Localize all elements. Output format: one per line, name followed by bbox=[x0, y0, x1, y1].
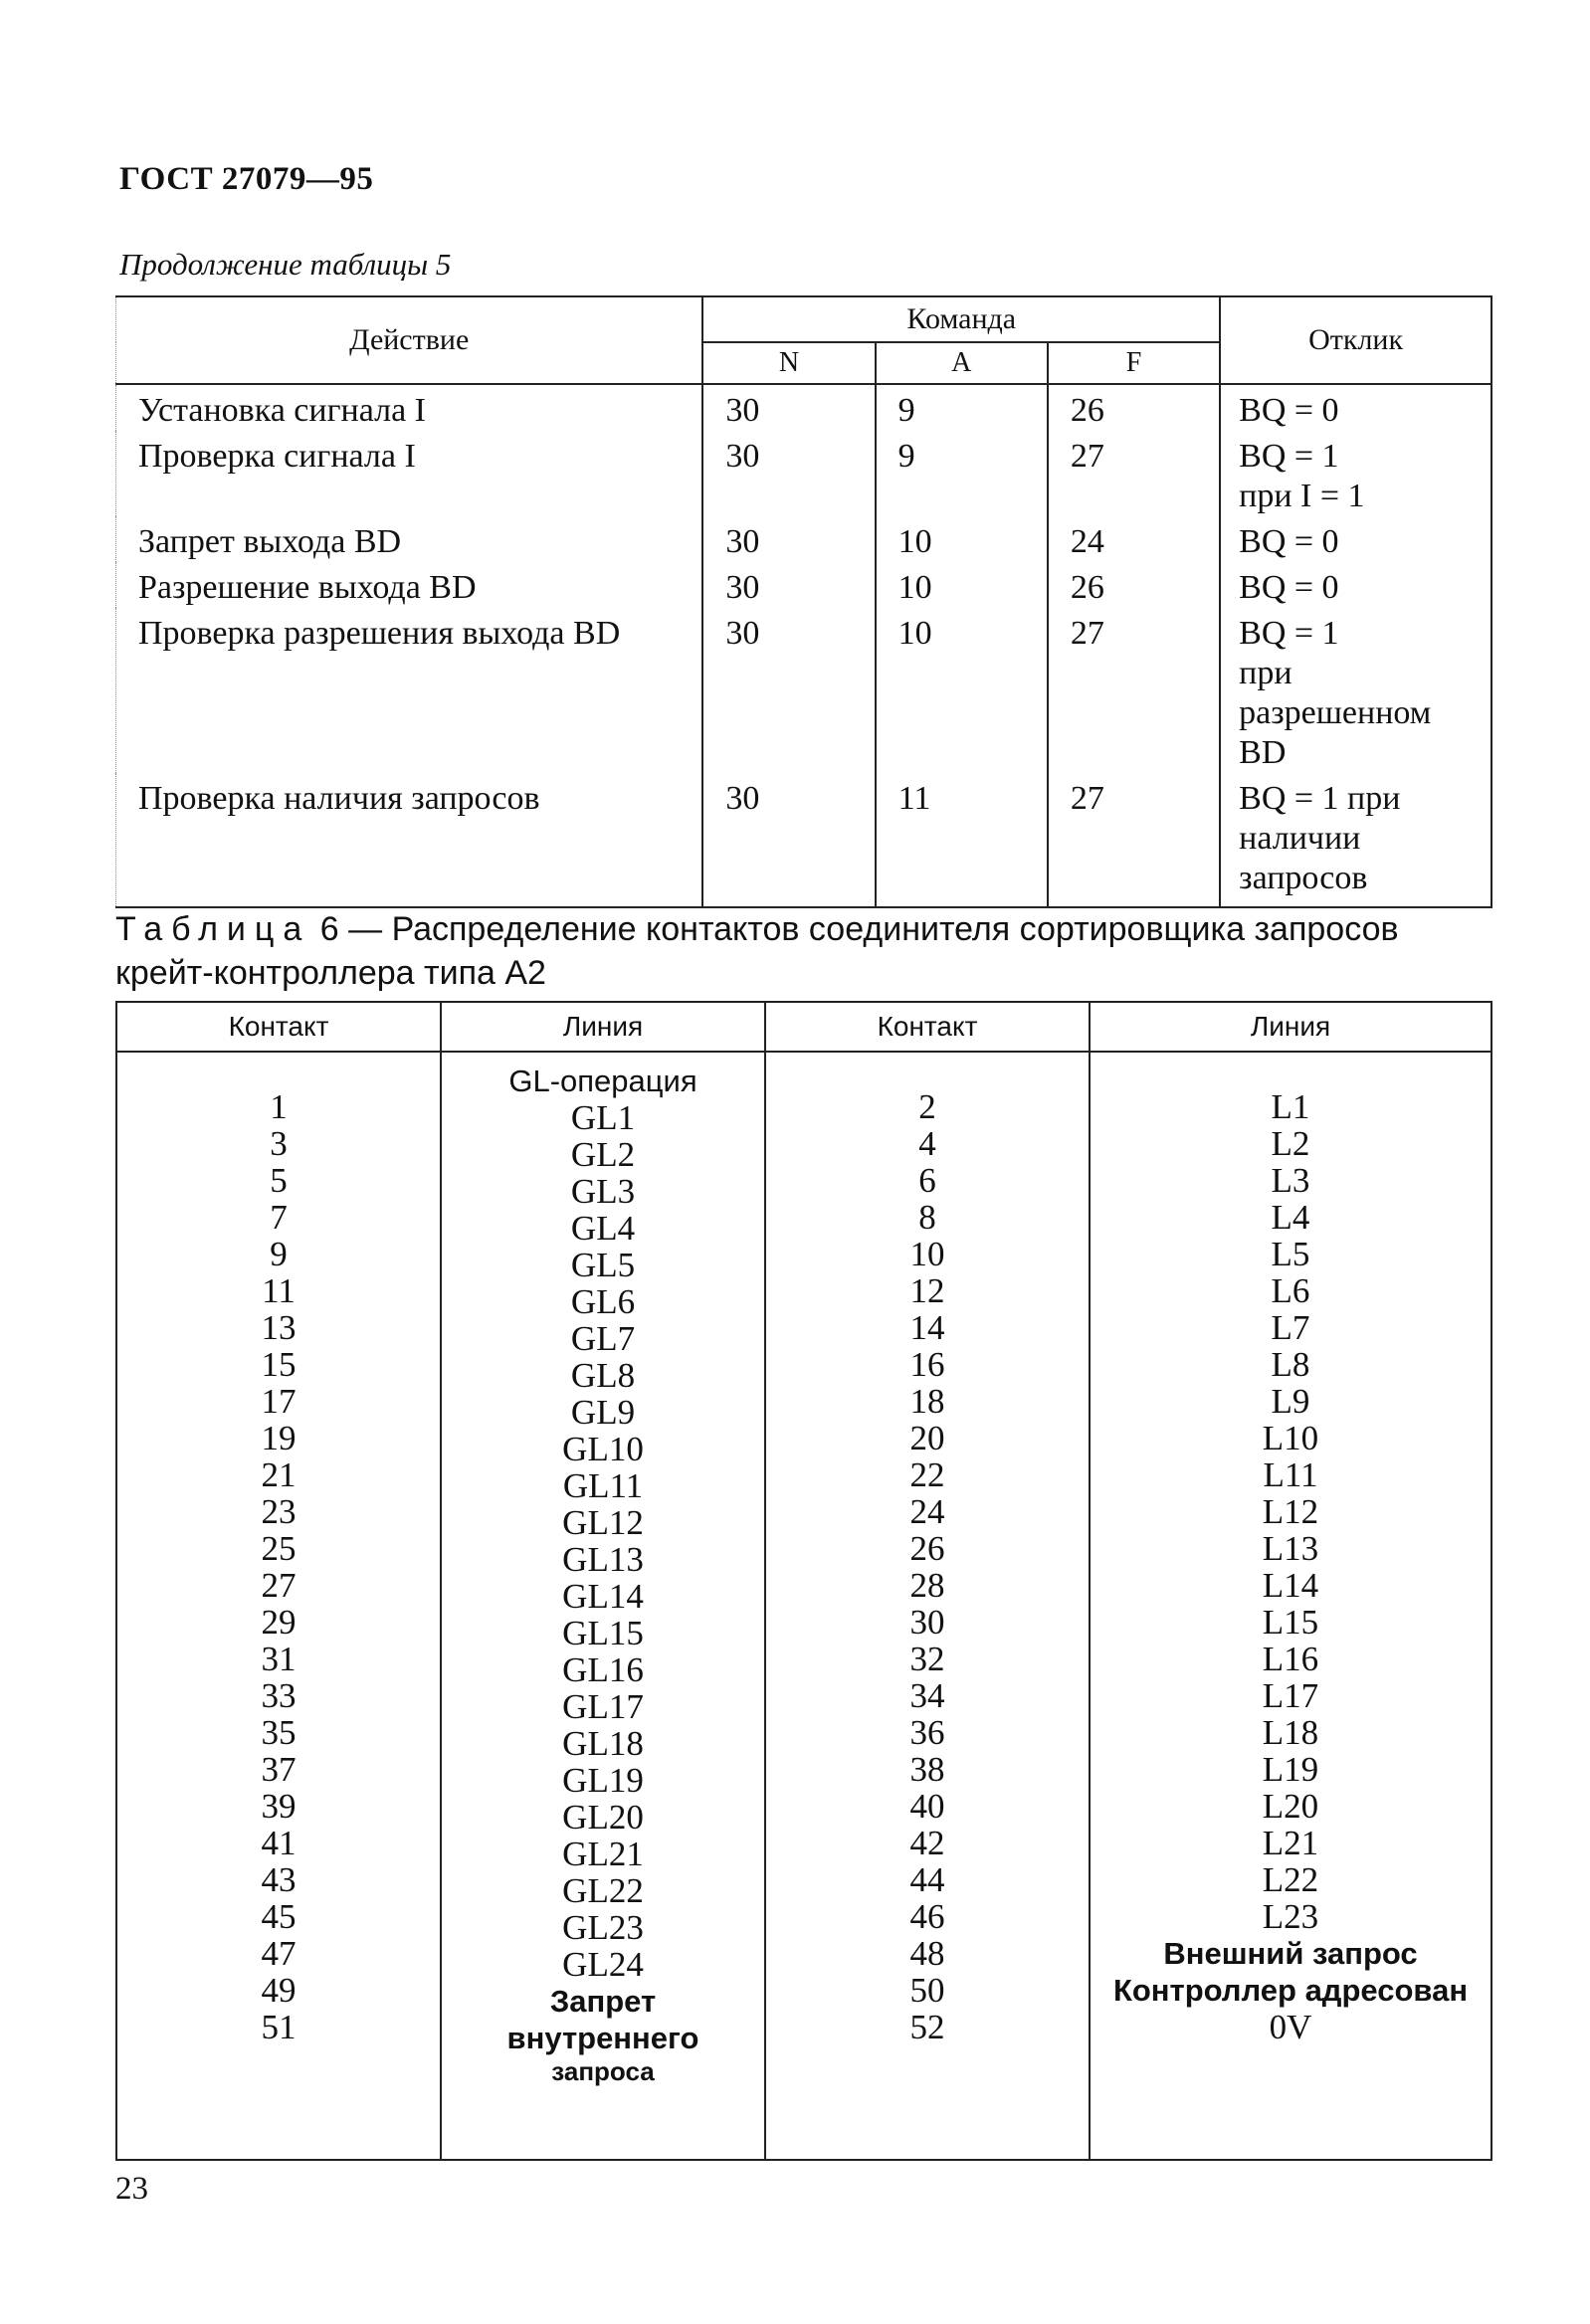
list-item: GL14 bbox=[562, 1577, 644, 1616]
list-item: 25 bbox=[261, 1529, 297, 1568]
table5-cell-n: 30 bbox=[702, 562, 875, 608]
list-item: L7 bbox=[1271, 1308, 1310, 1347]
list-item: внутреннего bbox=[506, 2021, 699, 2055]
table5-cell-response: BQ = 1 при разрешенном BD bbox=[1220, 608, 1491, 773]
list-item: 18 bbox=[909, 1382, 945, 1421]
list-item: 33 bbox=[261, 1676, 297, 1715]
list-item: 3 bbox=[270, 1124, 288, 1163]
list-item: L23 bbox=[1262, 1897, 1319, 1936]
list-item: 35 bbox=[261, 1713, 297, 1752]
list-item: 10 bbox=[909, 1235, 945, 1273]
list-item: GL15 bbox=[562, 1614, 644, 1652]
table-row bbox=[116, 608, 1492, 773]
table6 bbox=[115, 1001, 1492, 2161]
table6-title-text: 6 — Распределение контактов соединителя сортировщика запросов крейт-контроллера типа А2 bbox=[115, 910, 1399, 992]
table5-cell-f: 26 bbox=[1048, 384, 1220, 431]
list-item: GL3 bbox=[570, 1172, 636, 1211]
list-item: 40 bbox=[909, 1787, 945, 1826]
list-item: 8 bbox=[918, 1198, 936, 1237]
left-lines-list bbox=[446, 1063, 760, 2086]
table5-cell-action: Проверка разрешения выхода BD bbox=[116, 608, 703, 773]
list-item: GL24 bbox=[562, 1945, 644, 1984]
list-item: 50 bbox=[909, 1971, 945, 2010]
table5-cell-f: 27 bbox=[1048, 431, 1220, 516]
list-item: 39 bbox=[261, 1787, 297, 1826]
list-item: L20 bbox=[1262, 1787, 1319, 1826]
list-item: GL11 bbox=[562, 1466, 644, 1505]
list-item: GL8 bbox=[570, 1356, 636, 1395]
list-item: 7 bbox=[270, 1198, 288, 1237]
table5-cell-f: 26 bbox=[1048, 562, 1220, 608]
table5-caption: Продолжение таблицы 5 bbox=[119, 247, 452, 282]
table5-cell-a: 10 bbox=[876, 608, 1048, 773]
table6-title bbox=[115, 907, 1498, 995]
right-contacts-list bbox=[770, 1063, 1085, 2045]
list-item: 14 bbox=[909, 1308, 945, 1347]
list-item: GL19 bbox=[562, 1761, 644, 1800]
list-item: 51 bbox=[261, 2008, 297, 2046]
list-item: L18 bbox=[1262, 1713, 1319, 1752]
list-item: 24 bbox=[909, 1492, 945, 1531]
table5-cell-action: Установка сигнала I bbox=[116, 384, 703, 431]
table5-cell-action: Запрет выхода BD bbox=[116, 516, 703, 562]
list-item: GL13 bbox=[562, 1540, 644, 1579]
list-item: GL4 bbox=[570, 1209, 636, 1248]
table5-cell-response: BQ = 0 bbox=[1220, 562, 1491, 608]
list-item: GL5 bbox=[570, 1246, 636, 1284]
list-item: 16 bbox=[909, 1345, 945, 1384]
table6-header-contact-left: Контакт bbox=[116, 1002, 441, 1052]
list-item: GL1 bbox=[570, 1098, 636, 1137]
table5-header-n: N bbox=[702, 342, 875, 384]
document-code: ГОСТ 27079—95 bbox=[119, 161, 374, 197]
list-item: 11 bbox=[262, 1271, 296, 1310]
list-item: L10 bbox=[1262, 1419, 1319, 1457]
table-row bbox=[116, 773, 1492, 907]
list-item: L15 bbox=[1262, 1603, 1319, 1642]
list-item: 31 bbox=[261, 1640, 297, 1678]
list-item: L21 bbox=[1262, 1824, 1319, 1862]
table6-title-label: Таблица bbox=[115, 910, 311, 948]
list-item: 19 bbox=[261, 1419, 297, 1457]
table6-header-contact-right: Контакт bbox=[765, 1002, 1090, 1052]
list-item: L5 bbox=[1271, 1235, 1310, 1273]
list-item: GL23 bbox=[562, 1908, 644, 1947]
list-item: 2 bbox=[918, 1087, 936, 1126]
list-item: L2 bbox=[1271, 1124, 1310, 1163]
list-item: 46 bbox=[909, 1897, 945, 1936]
list-item: 34 bbox=[909, 1676, 945, 1715]
table6-header-line-left: Линия bbox=[441, 1002, 765, 1052]
table5-cell-action: Проверка наличия запросов bbox=[116, 773, 703, 907]
list-item: L13 bbox=[1262, 1529, 1319, 1568]
list-item: 0V bbox=[1269, 2008, 1312, 2046]
list-item: L11 bbox=[1263, 1455, 1318, 1494]
table5-cell-a: 9 bbox=[876, 384, 1048, 431]
list-item: L3 bbox=[1271, 1161, 1310, 1200]
list-item: запроса bbox=[551, 2056, 655, 2086]
left-contacts-list bbox=[121, 1063, 436, 2045]
list-item: 27 bbox=[261, 1566, 297, 1605]
table5-cell-response: BQ = 1 при I = 1 bbox=[1220, 431, 1491, 516]
list-item: 21 bbox=[261, 1455, 297, 1494]
table5-cell-n: 30 bbox=[702, 516, 875, 562]
list-item: GL2 bbox=[570, 1135, 636, 1174]
list-item: 23 bbox=[261, 1492, 297, 1531]
table-row bbox=[116, 562, 1492, 608]
table-row bbox=[116, 516, 1492, 562]
table5-cell-a: 11 bbox=[876, 773, 1048, 907]
table6-contacts-left bbox=[116, 1052, 441, 2160]
list-item: 4 bbox=[918, 1124, 936, 1163]
table5-cell-n: 30 bbox=[702, 773, 875, 907]
table-row bbox=[116, 384, 1492, 431]
table6-header-line-right: Линия bbox=[1090, 1002, 1491, 1052]
right-lines-list bbox=[1094, 1063, 1487, 2045]
list-item: 12 bbox=[909, 1271, 945, 1310]
table5-cell-a: 10 bbox=[876, 516, 1048, 562]
table6-lines-left bbox=[441, 1052, 765, 2160]
table5-cell-f: 27 bbox=[1048, 608, 1220, 773]
list-item: GL20 bbox=[562, 1798, 644, 1837]
table5-cell-response: BQ = 0 bbox=[1220, 516, 1491, 562]
list-item: 47 bbox=[261, 1934, 297, 1973]
list-item: L9 bbox=[1271, 1382, 1310, 1421]
list-item: Контроллер адресован bbox=[1112, 1973, 1469, 2008]
table5-cell-f: 27 bbox=[1048, 773, 1220, 907]
list-item: 52 bbox=[909, 2008, 945, 2046]
table5-cell-action: Проверка сигнала I bbox=[116, 431, 703, 516]
list-item: 37 bbox=[261, 1750, 297, 1789]
list-item: GL7 bbox=[570, 1319, 636, 1358]
list-item: GL9 bbox=[570, 1393, 636, 1432]
list-item: 6 bbox=[918, 1161, 936, 1200]
table5-cell-n: 30 bbox=[702, 431, 875, 516]
table5-header-action: Действие bbox=[116, 296, 703, 384]
list-item: 22 bbox=[909, 1455, 945, 1494]
list-item: GL21 bbox=[562, 1835, 644, 1873]
table5-header-a: A bbox=[876, 342, 1048, 384]
list-item: 13 bbox=[261, 1308, 297, 1347]
list-item: 42 bbox=[909, 1824, 945, 1862]
list-item: GL22 bbox=[562, 1871, 644, 1910]
table5-cell-a: 9 bbox=[876, 431, 1048, 516]
table5-cell-f: 24 bbox=[1048, 516, 1220, 562]
list-item: Запрет bbox=[549, 1984, 657, 2019]
list-item: L16 bbox=[1262, 1640, 1319, 1678]
list-item: 48 bbox=[909, 1934, 945, 1973]
list-item: 36 bbox=[909, 1713, 945, 1752]
list-item: 28 bbox=[909, 1566, 945, 1605]
list-item: L12 bbox=[1262, 1492, 1319, 1531]
table5-cell-n: 30 bbox=[702, 608, 875, 773]
list-item: 17 bbox=[261, 1382, 297, 1421]
list-item: GL12 bbox=[562, 1503, 644, 1542]
list-item: GL-операция bbox=[508, 1064, 697, 1098]
table6-lines-right bbox=[1090, 1052, 1491, 2160]
list-item: 43 bbox=[261, 1860, 297, 1899]
list-item: L8 bbox=[1271, 1345, 1310, 1384]
list-item: GL16 bbox=[562, 1650, 644, 1689]
list-item: 49 bbox=[261, 1971, 297, 2010]
table5-cell-response: BQ = 1 при наличии запросов bbox=[1220, 773, 1491, 907]
list-item: L22 bbox=[1262, 1860, 1319, 1899]
list-item: GL17 bbox=[562, 1687, 644, 1726]
page-number: 23 bbox=[115, 2171, 148, 2207]
list-item: 5 bbox=[270, 1161, 288, 1200]
table5-cell-action: Разрешение выхода BD bbox=[116, 562, 703, 608]
table5-cell-a: 10 bbox=[876, 562, 1048, 608]
list-item: 44 bbox=[909, 1860, 945, 1899]
list-item: 15 bbox=[261, 1345, 297, 1384]
list-item: 29 bbox=[261, 1603, 297, 1642]
list-item: 20 bbox=[909, 1419, 945, 1457]
list-item: GL6 bbox=[570, 1282, 636, 1321]
list-item: Внешний запрос bbox=[1163, 1936, 1418, 1971]
table6-contacts-right bbox=[765, 1052, 1090, 2160]
table5-header-response: Отклик bbox=[1220, 296, 1491, 384]
list-item: L17 bbox=[1262, 1676, 1319, 1715]
list-item: 38 bbox=[909, 1750, 945, 1789]
table5 bbox=[115, 295, 1492, 908]
list-item: L4 bbox=[1271, 1198, 1310, 1237]
list-item: 45 bbox=[261, 1897, 297, 1936]
list-item: L14 bbox=[1262, 1566, 1319, 1605]
list-item: GL18 bbox=[562, 1724, 644, 1763]
list-item: GL10 bbox=[562, 1430, 644, 1468]
list-item: 26 bbox=[909, 1529, 945, 1568]
table-row bbox=[116, 431, 1492, 516]
list-item: 41 bbox=[261, 1824, 297, 1862]
table5-cell-n: 30 bbox=[702, 384, 875, 431]
table5-cell-response: BQ = 0 bbox=[1220, 384, 1491, 431]
list-item: L1 bbox=[1271, 1087, 1310, 1126]
table5-header-command: Команда bbox=[702, 296, 1220, 342]
list-item: 1 bbox=[270, 1087, 288, 1126]
list-item: 9 bbox=[270, 1235, 288, 1273]
list-item: 32 bbox=[909, 1640, 945, 1678]
list-item: L19 bbox=[1262, 1750, 1319, 1789]
list-item: L6 bbox=[1271, 1271, 1310, 1310]
table5-header-f: F bbox=[1048, 342, 1220, 384]
list-item: 30 bbox=[909, 1603, 945, 1642]
